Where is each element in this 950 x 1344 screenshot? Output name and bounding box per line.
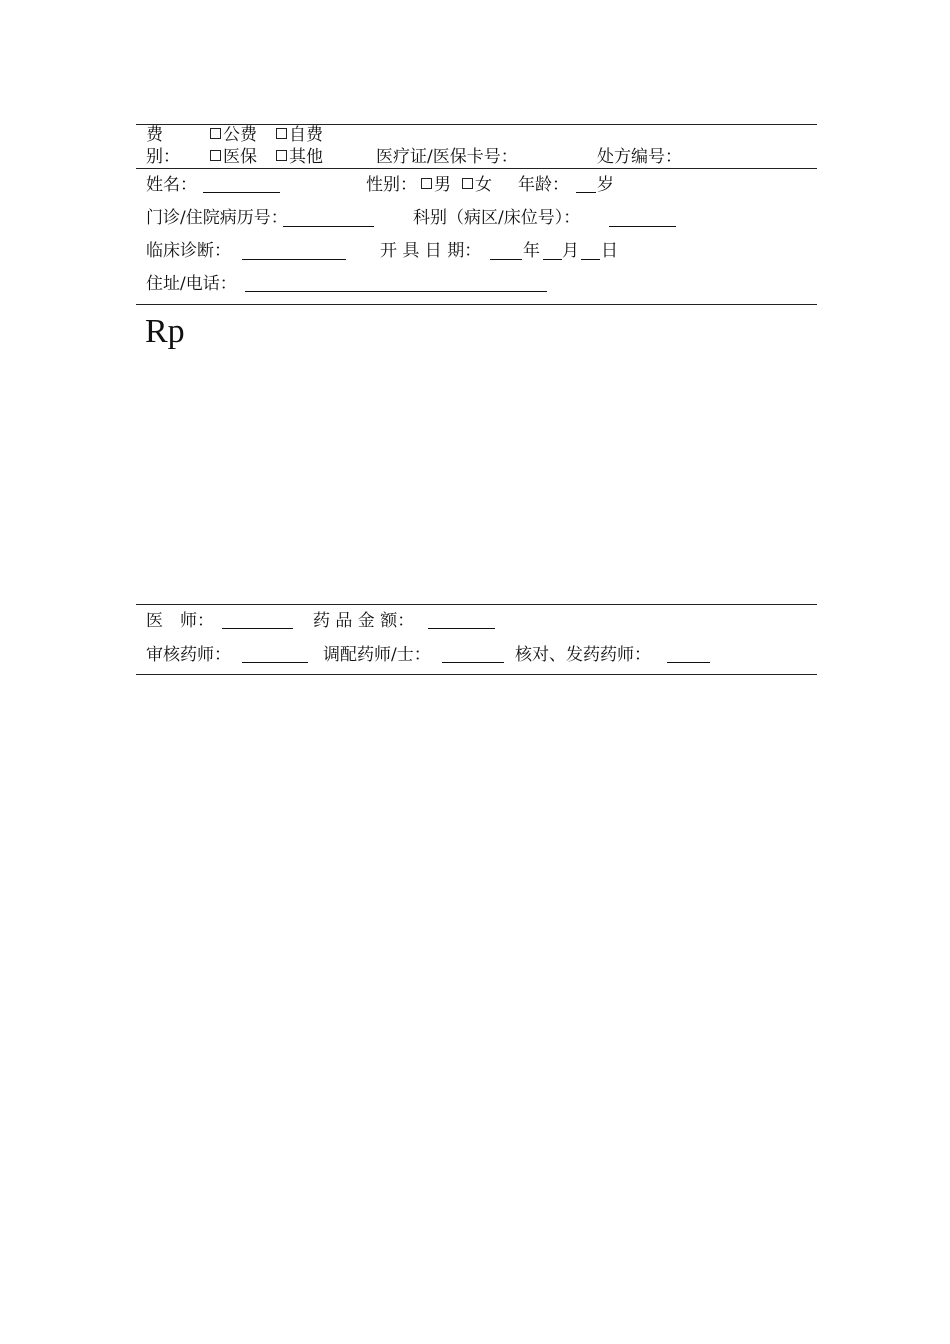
bottom-border [136,674,817,675]
diagnosis-field[interactable] [242,259,346,260]
year-label: 年 [523,241,540,261]
fee-option-insurance[interactable]: 医保 [210,147,257,167]
day-field[interactable] [581,259,600,260]
fee-option-public[interactable]: 公费 [210,125,257,145]
checkbox-icon[interactable] [210,128,221,139]
age-unit: 岁 [597,175,614,195]
checker-label: 核对、发药药师： [515,645,651,665]
prescription-body-area[interactable] [136,352,817,602]
diagnosis-label: 临床诊断： [146,241,231,261]
age-label: 年龄： [518,175,569,195]
checkbox-icon[interactable] [276,128,287,139]
gender-male-option[interactable]: 男 [421,175,451,195]
address-field[interactable] [245,291,547,292]
fee-label-bottom: 别： [146,147,180,167]
dispenser-field[interactable] [442,662,504,663]
fee-option-other[interactable]: 其他 [276,147,323,167]
record-no-label: 门诊/住院病历号： [146,208,288,228]
dispenser-label: 调配药师/士： [323,645,431,665]
patient-divider [136,304,817,305]
doctor-field[interactable] [222,628,293,629]
month-field[interactable] [543,259,562,260]
checkbox-icon[interactable] [276,150,287,161]
date-label: 开 具 日 期： [380,241,482,261]
checkbox-icon[interactable] [421,178,432,189]
gender-label: 性别： [366,175,417,195]
address-label: 住址/电话： [146,274,237,294]
fee-label-top: 费 [146,125,163,145]
age-field[interactable] [576,192,596,193]
amount-field[interactable] [428,628,495,629]
doctor-label: 医 师： [146,611,214,631]
day-label: 日 [601,241,618,261]
prescription-no-label: 处方编号： [597,147,682,167]
name-field[interactable] [203,192,280,193]
month-label: 月 [562,241,579,261]
reviewer-field[interactable] [242,662,308,663]
reviewer-label: 审核药师： [146,645,231,665]
fee-option-self[interactable]: 自费 [276,125,323,145]
checker-field[interactable] [667,662,710,663]
record-no-field[interactable] [283,226,374,227]
insurance-card-label: 医疗证/医保卡号： [376,147,518,167]
year-field[interactable] [490,259,522,260]
name-label: 姓名： [146,175,197,195]
header-divider [136,168,817,169]
department-label: 科别（病区/床位号）： [413,208,581,228]
footer-top-border [136,604,817,605]
gender-female-option[interactable]: 女 [462,175,492,195]
checkbox-icon[interactable] [210,150,221,161]
amount-label: 药 品 金 额： [313,611,415,631]
checkbox-icon[interactable] [462,178,473,189]
department-field[interactable] [609,226,676,227]
rp-symbol: Rp [145,313,185,350]
